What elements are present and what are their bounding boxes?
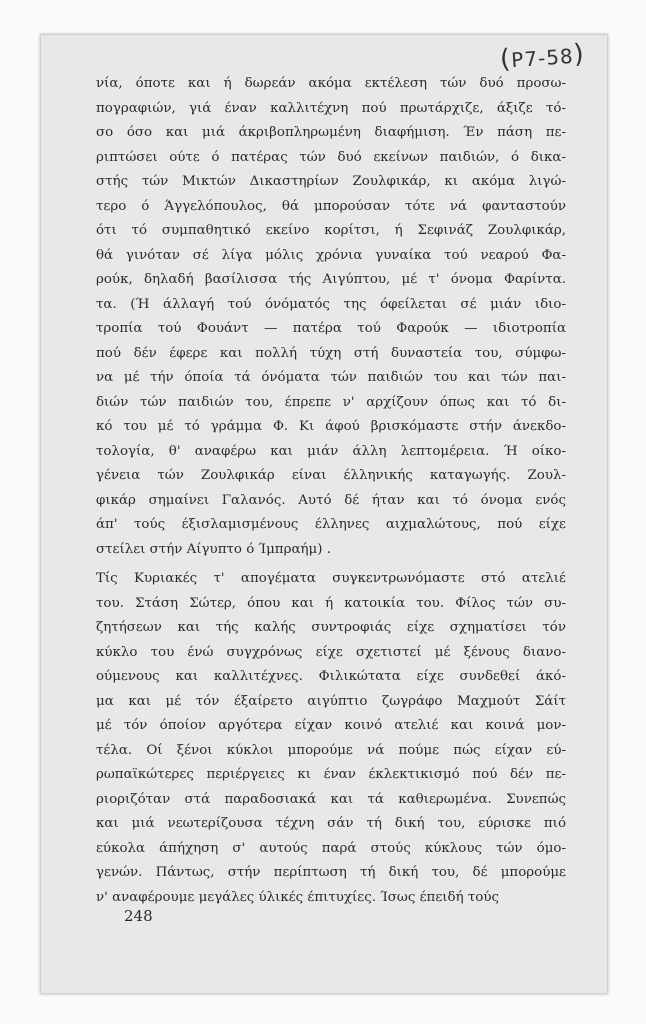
text-line: ριπτώσει ούτε ό πατέρας τών δυό εκείνων παιδιών, ό δικα- [96,149,566,165]
text-line: ούμενους και καλλιτέχνες. Φιλικώτατα είχε συνδεθεί άκό- [96,669,566,684]
text-line: πογραφιών, γιά έναν καλλιτέχνη πού πρωτάρχιζε, άξιζε τό- [96,100,566,116]
text-line: στής τών Μικτών Δικαστηρίων Ζουλφικάρ, κι ακόμα λιγώ- [96,174,566,189]
text-line: ριοριζόταν στά παραδοσιακά και τά καθιερωμένα. Συνεπώς [96,791,566,807]
text-line: του. Στάση Σώτερ, όπου και ή κατοικία του. Φίλος τών συ- [96,595,566,611]
text-line: εύκολα άπήχηση σ' αυτούς παρά στούς κύκλους τών όμο- [96,840,566,856]
text-line: μέ τόν όποίον αργότερα είχαν κοινό ατελιέ και κοινά μον- [96,718,566,733]
text-line: ότι τό συμπαθητικό εκείνο κορίτσι, ή Σεφινάζ Ζουλφικάρ, [96,223,566,238]
text-line: θά γινόταν σέ λίγα μόλις χρόνια γυναίκα τού νεαρού Φα- [96,247,566,263]
text-line: τολογία, θ' αναφέρω και μιάν άλλη λεπτομέρεια. Ή οίκο- [96,443,566,459]
text-line: γένεια τών Ζουλφικάρ είναι έλληνικής καταγωγής. Ζουλ- [96,468,566,483]
text-line: κό του μέ τό γράμμα Φ. Κι άφού βρισκόμαστε στήν άνεκδο- [96,419,566,434]
text-line: τα. (Ή άλλαγή τού όνόματός της όφείλεται σέ μιάν ιδιο- [96,296,566,312]
text-line: γενών. Πάντως, στήν περίπτωση τή δική του, δέ μπορούμε [96,865,566,880]
text-line: σο όσο και μιά άκριβοπληρωμένη διαφήμιση. Έν πάση πε- [96,125,566,140]
text-line: άπ' τούς έξισλαμισμένους έλληνες αιχμαλώτους, πού είχε [96,517,566,532]
text-line: ρωπαϊκώτερες περιέργειες κι έναν έκλεκτικισμό πού δέν πε- [96,767,566,782]
text-line: ζητήσεων και τής καλής συντροφιάς είχε σχηματίσει τόν [96,620,566,635]
text-line: μα και μέ τόν έξαίρετο αιγύπτιο ζωγράφο Μαχμούτ Σάίτ [96,693,566,709]
text-line: φικάρ σημαίνει Γαλανός. Αυτό δέ ήταν και τό όνομα ενός [96,492,566,508]
handwritten-annotation: (P7-58) [499,39,586,75]
text-line: ρούκ, δηλαδή βασίλισσα τής Αιγύπτου, μέ τ' όνομα Φαρίντα. [96,272,566,287]
text-line: πού δέν έφερε και πολλή τύχη στή δυναστεία του, σύμφω- [96,345,566,361]
text-line: τέλα. Οί ξένοι κύκλοι μπορούμε νά πούμε πώς είχαν εύ- [96,742,566,758]
page-number: 248 [124,907,153,925]
paragraph-2 [96,567,566,910]
text-line: τερο ό Άγγελόπουλος, θά μπορούσαν τότε νά φανταστούν [96,198,566,214]
text-line: και μιά νεωτερίζουσα τέχνη σάν τή δική του, εύρισκε πιό [96,816,566,831]
text-line: στείλει στήν Αίγυπτο ό Ίμπραήμ) . [96,541,331,557]
text-line: Τίς Κυριακές τ' απογέματα συγκεντρωνόμαστε στό ατελιέ [96,571,566,586]
paragraph-1 [96,72,566,562]
text-line: κύκλο του ένώ συγχρόνως είχε σχετιστεί μέ ξένους διανο- [96,644,566,660]
text-line: ν' αναφέρουμε μεγάλες ύλικές έπιτυχίες. Ίσως έπειδή τούς [96,889,499,905]
text-line: να μέ τήν όποία τά όνόματα τών παιδιών του και τών παι- [96,370,566,385]
text-line: τροπία τού Φουάντ — πατέρα τού Φαρούκ — ιδιοτροπία [96,321,566,336]
text-line: νία, όποτε και ή δωρεάν ακόμα εκτέλεση τών δυό προσω- [96,76,566,91]
text-line: διών τών παιδιών του, έπρεπε ν' αρχίζουν όπως και τό δι- [96,394,566,410]
